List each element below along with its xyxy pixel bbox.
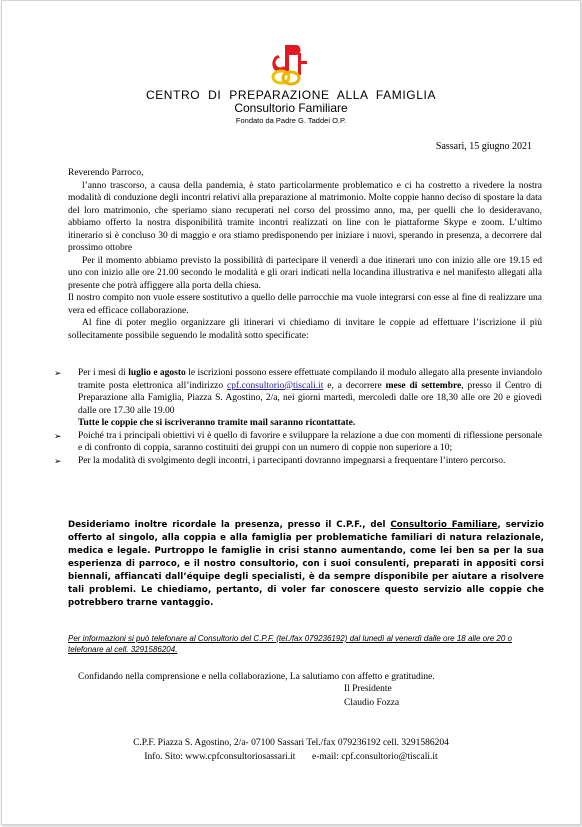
info-line: Per informazioni si può telefonare al Consultorio del C.P.F. (tel./fax 079236192) dal lunedì al venerdì dalle ore 18 alle ore 20 o telefonare al cell. 3291586204.	[68, 634, 512, 654]
letter-body	[68, 167, 542, 342]
arrow-bullet-icon: ➢	[54, 368, 62, 378]
signature-role: Il Presidente	[344, 684, 392, 694]
org-subtitle: Consultorio Familiare	[234, 101, 348, 115]
paragraph-2: Per il momento abbiamo previsto la possibilità di partecipare il venerdì a due itinerari uno con inizio alle ore 19.15 ed uno con inizio alle ore 21.00 secondo le modalità e gli orari indicati nella locandina illustrativa e nel manifesto allegati alla presente che potrà affiggere alla porta della chiesa.	[68, 255, 542, 291]
closing-text: Confidando nella comprensione e nella collaborazione, La salutiamo con affetto e gratitudine.	[78, 672, 435, 682]
footer-contacts	[2, 752, 580, 762]
bold-months: luglio e agosto	[128, 368, 186, 378]
cpf-logo	[264, 41, 310, 89]
footer-site: Info. Sito: www.cpfconsultoriosassari.it	[144, 752, 296, 762]
arrow-bullet-icon: ➢	[54, 430, 62, 441]
list-item: ➢ Per la modalità di svolgimento degli incontri, i partecipanti dovranno impegnarsi a frequentare l’intero percorso.	[54, 455, 506, 466]
paragraph-4: Al fine di poter meglio organizzare gli itinerari vi chiediamo di invitare le coppie ad effettuare l’iscrizione il più sollecitamente possibile seguendo le modalità sotto specificate:	[68, 318, 542, 341]
bullet-list	[54, 367, 542, 467]
bold-september: mese di settembre	[385, 380, 462, 391]
letter-date: Sassari, 15 giugno 2021	[435, 141, 532, 152]
footer-address: C.P.F. Piazza S. Agostino, 2/a- 07100 Sassari Tel./fax 079236192 cell. 3291586204	[133, 738, 449, 748]
founder-line: Fondato da Padre G. Taddei O.P.	[235, 116, 347, 125]
consultorio-paragraph: Desideriamo inoltre ricordale la presenza, presso il C.P.F., del Consultorio Familiare, servizio offerto al singolo, alla coppia e alla famiglia per problematiche familiari di natura relazionale, medica e legale. Purtroppo le famiglie in crisi stanno aumentando, come lei ben sa per la sua esperienza di parroco, e il nostro consultorio, con i suoi consulenti, preparati in appositi corsi biennali, affiancati dall’équipe degli specialisti, è da sempre disponibile per aiutare a risolvere tali problemi. Le chiediamo, pertanto, di voler far conoscere questo servizio alle coppie che potrebbero trarne vantaggio.	[68, 520, 544, 608]
footer-email: e-mail: cpf.consultorio@tiscali.it	[312, 752, 438, 762]
paragraph-1: l’anno trascorso, a causa della pandemia, è stato particolarmente problematico e ci ha costretto a rivedere la nostra modalità di conduzione degli incontri relativi alla preparazione al matrimonio. Molte coppie hanno deciso di spostare la data del loro matrimonio, che speriamo siano recuperati nel corso del prossimo anno, ma, per quelli che lo desideravano, abbiamo offerto la nostra disponibilità tramite incontri realizzati on line con le piattaforme Skype e zoom. L’ultimo itinerario si è concluso 30 di maggio e ora stiamo predisponendo per iniziare i nuovi, sperando in presenza, a decorrere dal prossimo ottobre	[68, 180, 542, 253]
email-link[interactable]: cpf.consultorio@tiscali.it	[227, 380, 324, 391]
salutation: Reverendo Parroco,	[68, 168, 144, 178]
org-name: CENTRO DI PREPARAZIONE ALLA FAMIGLIA	[145, 88, 437, 102]
letter-page	[1, 0, 581, 825]
paragraph-3: Il nostro compito non vuole essere sostitutivo a quello delle parrocchie ma vuole integrarsi con esse al fine di realizzare una vera ed efficace collaborazione.	[68, 293, 542, 316]
list-item: ➢ Poiché tra i principali obiettivi vi è quello di favorire e sviluppare la relazione a due con momenti di riflessione personale e di confronto di coppia, saranno costituiti dei gruppi con un numero di coppie non superiore a 10;	[54, 430, 542, 453]
bullet-note: Tutte le coppie che si iscriveranno tramite mail saranno ricontattate.	[78, 418, 356, 428]
signature-name: Claudio Fozza	[344, 698, 400, 708]
consultorio-underlined: Consultorio Familiare	[390, 520, 498, 530]
arrow-bullet-icon: ➢	[54, 455, 62, 466]
list-item: ➢ Per i mesi di luglio e agosto le iscrizioni possono essere effettuate compilando il modulo allegato alla presente inviandolo tramite posta elettronica all’indirizzo cpf.consultorio@tiscali.it e, a decorrere mese di settembre, presso il Centro di Preparazione alla Famiglia, Piazza S. Agostino, 2/a, nei giorni martedì, mercoledì dalle ore 18,30 alle ore 20 e giovedì dalle ore 17.30 alle 19.00 Tutte le coppie che si iscriveranno tramite mail saranno ricontattate.	[54, 368, 542, 428]
